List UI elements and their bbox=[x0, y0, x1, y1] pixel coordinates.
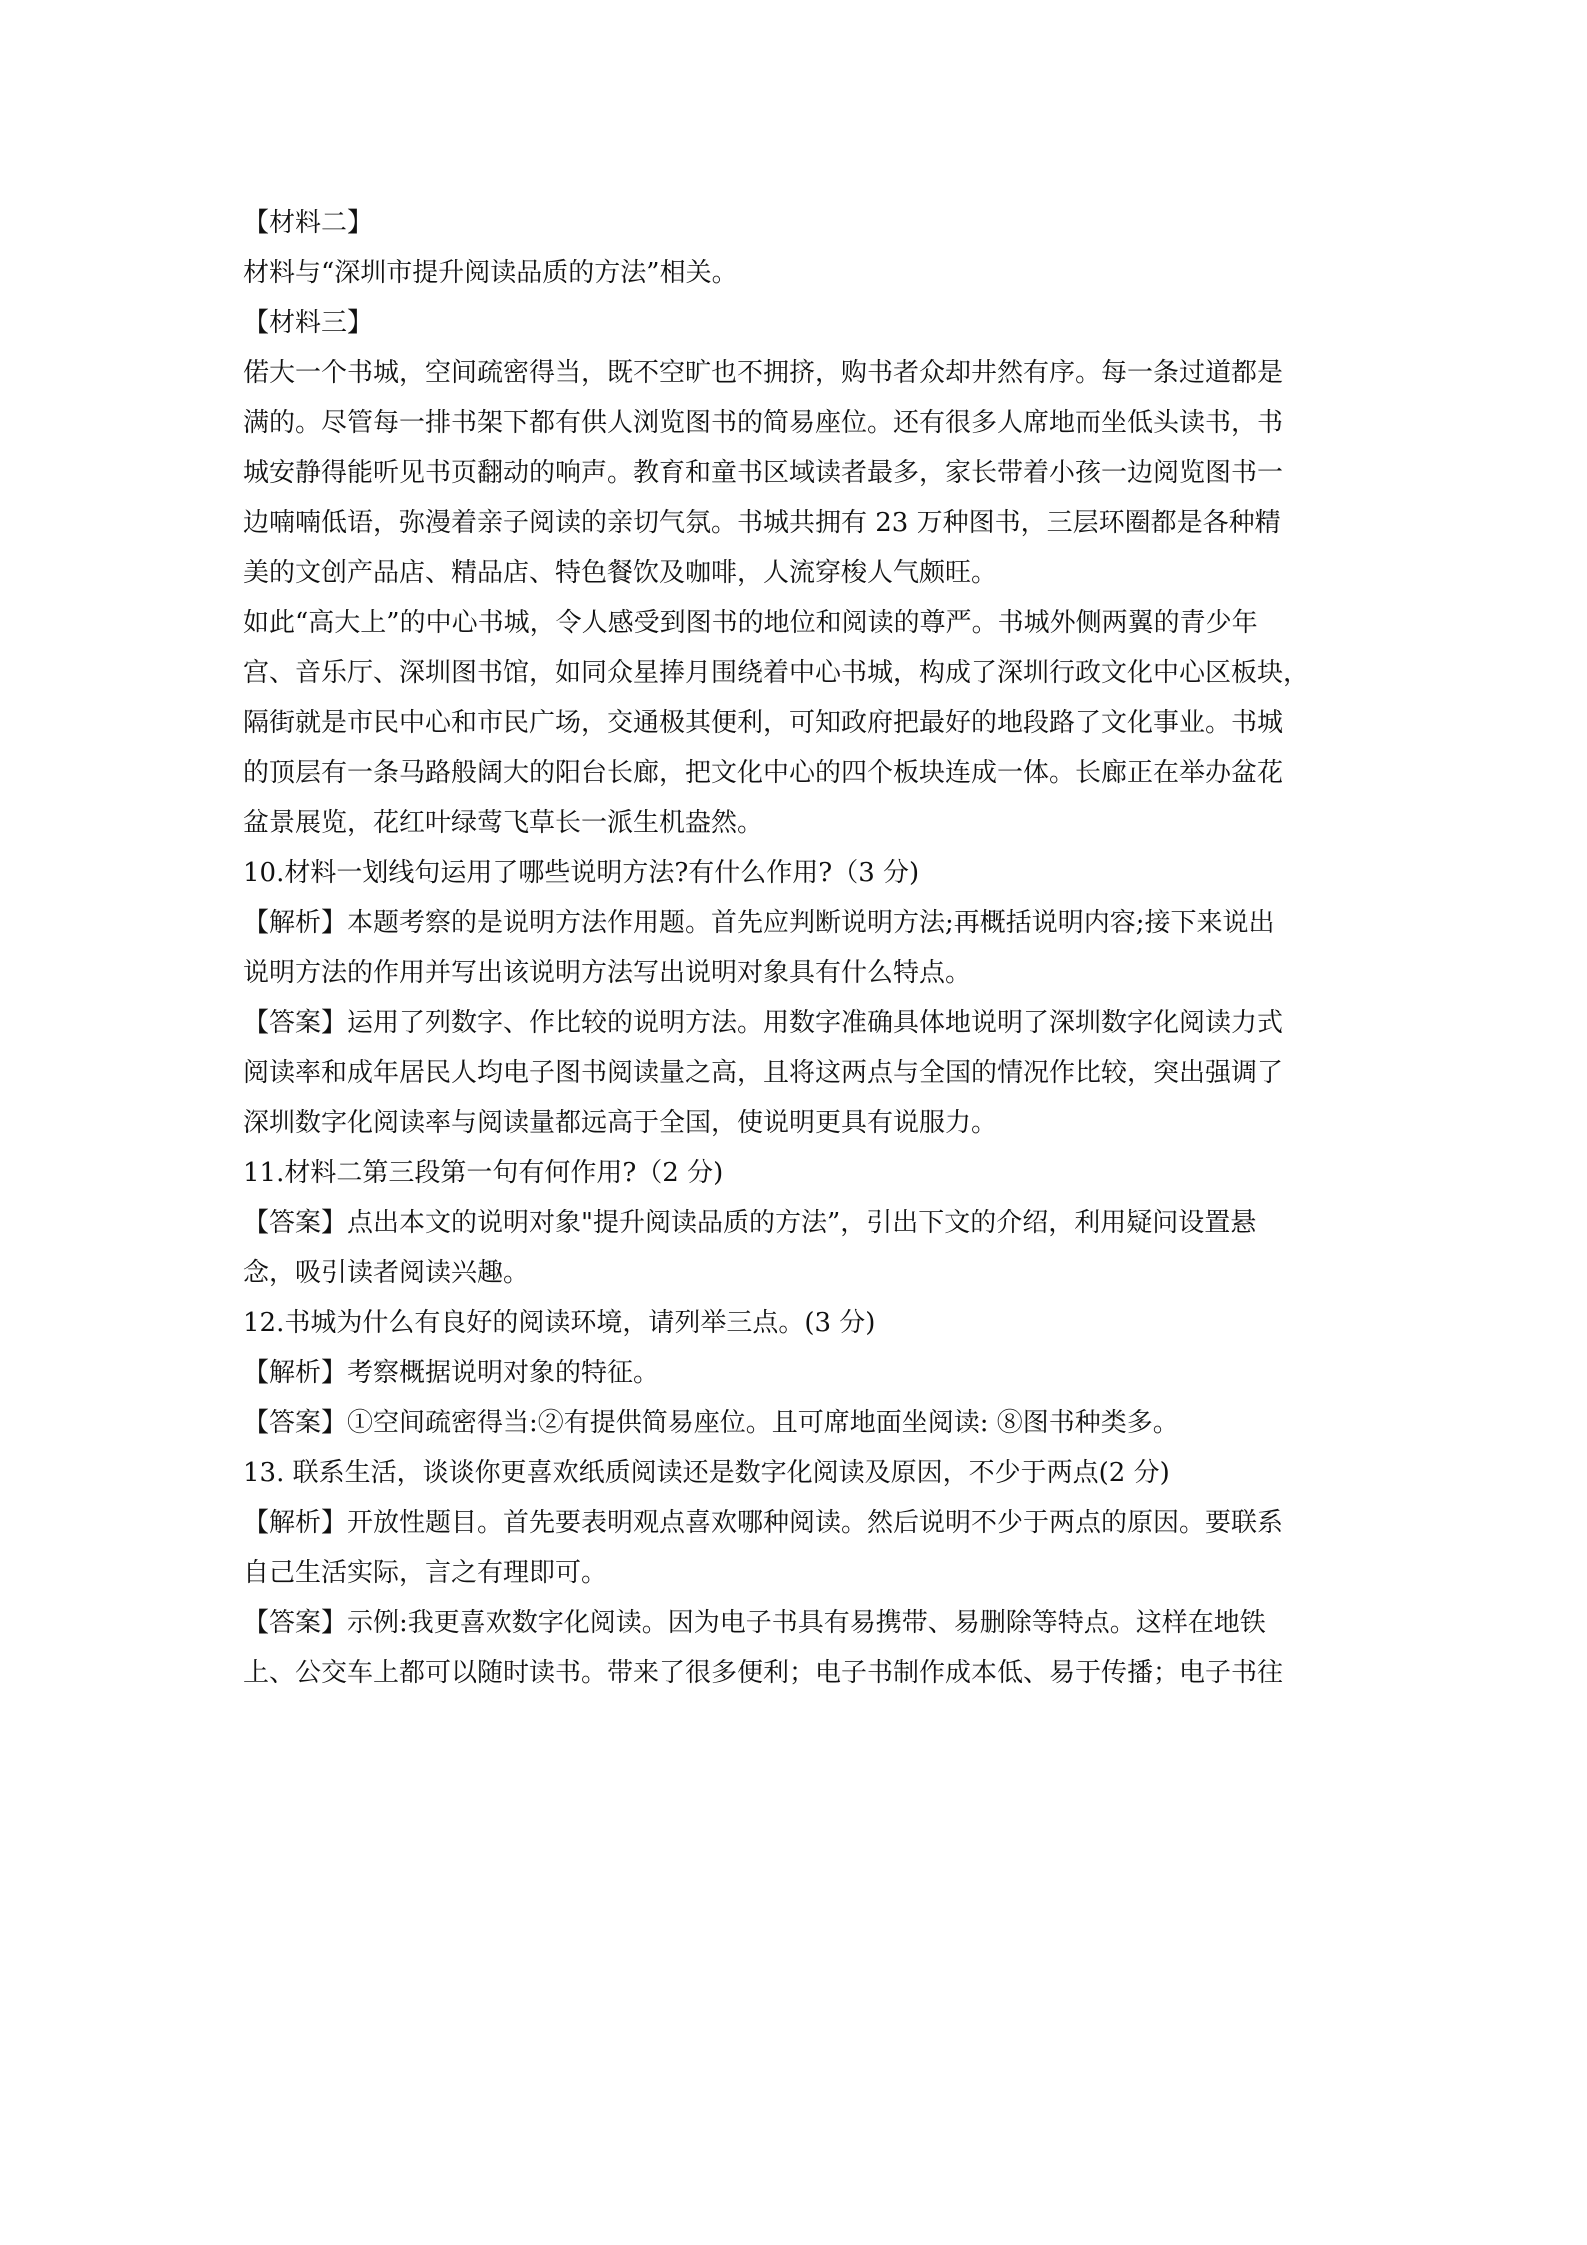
question-12-answer: 【答案】①空间疏密得当:②有提供简易座位。且可席地面坐阅读: ⑧图书种类多。 bbox=[243, 1408, 1179, 1438]
paragraph-line: 偌大一个书城，空间疏密得当，既不空旷也不拥挤，购书者众却井然有序。每一条过道都是 bbox=[243, 358, 1284, 388]
paragraph-line: 宫、音乐厅、深圳图书馆，如同众星捧月围绕着中心书城，构成了深圳行政文化中心区板块， bbox=[243, 658, 1310, 688]
analysis-line: 说明方法的作用并写出该说明方法写出说明对象具有什么特点。 bbox=[243, 958, 972, 988]
paragraph-line: 盆景展览，花红叶绿莺飞草长一派生机盎然。 bbox=[243, 808, 764, 838]
answer-line: 【答案】运用了列数字、作比较的说明方法。用数字准确具体地说明了深圳数字化阅读力式 bbox=[243, 1008, 1284, 1038]
analysis-line: 【解析】开放性题目。首先要表明观点喜欢哪种阅读。然后说明不少于两点的原因。要联系 bbox=[243, 1508, 1284, 1538]
material3-paragraph-1 bbox=[243, 348, 1353, 598]
analysis-line: 【解析】本题考察的是说明方法作用题。首先应判断说明方法;再概括说明内容;接下来说出 bbox=[243, 908, 1275, 938]
question-10: 10.材料一划线句运用了哪些说明方法?有什么作用?（3 分) bbox=[243, 858, 920, 888]
question-11: 11.材料二第三段第一句有何作用?（2 分) bbox=[243, 1158, 724, 1188]
answer-line: 【答案】示例:我更喜欢数字化阅读。因为电子书具有易携带、易删除等特点。这样在地铁 bbox=[243, 1608, 1266, 1638]
paragraph-line: 美的文创产品店、精品店、特色餐饮及咖啡，人流穿梭人气颇旺。 bbox=[243, 558, 998, 588]
question-12-analysis: 【解析】考察概据说明对象的特征。 bbox=[243, 1358, 660, 1388]
material3-heading: 【材料三】 bbox=[243, 308, 374, 338]
paragraph-line: 满的。尽管每一排书架下都有供人浏览图书的简易座位。还有很多人席地而坐低头读书，书 bbox=[243, 408, 1284, 438]
question-10-analysis bbox=[243, 898, 1353, 998]
paragraph-line: 城安静得能听见书页翻动的响声。教育和童书区域读者最多，家长带着小孩一边阅览图书一 bbox=[243, 458, 1284, 488]
question-13-analysis bbox=[243, 1498, 1353, 1598]
material2-text: 材料与“深圳市提升阅读品质的方法”相关。 bbox=[243, 258, 738, 288]
document-body bbox=[243, 198, 1353, 1698]
paragraph-line: 的顶层有一条马路般阔大的阳台长廊，把文化中心的四个板块连成一体。长廊正在举办盆花 bbox=[243, 758, 1284, 788]
answer-line: 阅读率和成年居民人均电子图书阅读量之高，且将这两点与全国的情况作比较，突出强调了 bbox=[243, 1058, 1284, 1088]
paragraph-line: 边喃喃低语，弥漫着亲子阅读的亲切气氛。书城共拥有 23 万种图书，三层环圈都是各种精 bbox=[243, 508, 1281, 538]
paragraph-line: 如此“高大上”的中心书城，令人感受到图书的地位和阅读的尊严。书城外侧两翼的青少年 bbox=[243, 608, 1258, 638]
answer-line: 念，吸引读者阅读兴趣。 bbox=[243, 1258, 530, 1288]
answer-line: 上、公交车上都可以随时读书。带来了很多便利；电子书制作成本低、易于传播；电子书往 bbox=[243, 1658, 1284, 1688]
material3-paragraph-2 bbox=[243, 598, 1353, 848]
question-10-answer bbox=[243, 998, 1353, 1148]
question-12: 12.书城为什么有良好的阅读环境，请列举三点。(3 分) bbox=[243, 1308, 876, 1338]
paragraph-line: 隔街就是市民中心和市民广场，交通极其便利，可知政府把最好的地段路了文化事业。书城 bbox=[243, 708, 1284, 738]
material2-heading: 【材料二】 bbox=[243, 208, 374, 238]
analysis-line: 自己生活实际，言之有理即可。 bbox=[243, 1558, 608, 1588]
answer-line: 【答案】点出本文的说明对象"提升阅读品质的方法”，引出下文的介绍，利用疑问设置悬 bbox=[243, 1208, 1257, 1238]
answer-line: 深圳数字化阅读率与阅读量都远高于全国，使说明更具有说服力。 bbox=[243, 1108, 998, 1138]
question-13: 13. 联系生活，谈谈你更喜欢纸质阅读还是数字化阅读及原因，不少于两点(2 分) bbox=[243, 1458, 1170, 1488]
question-13-answer bbox=[243, 1598, 1353, 1698]
question-11-answer bbox=[243, 1198, 1353, 1298]
